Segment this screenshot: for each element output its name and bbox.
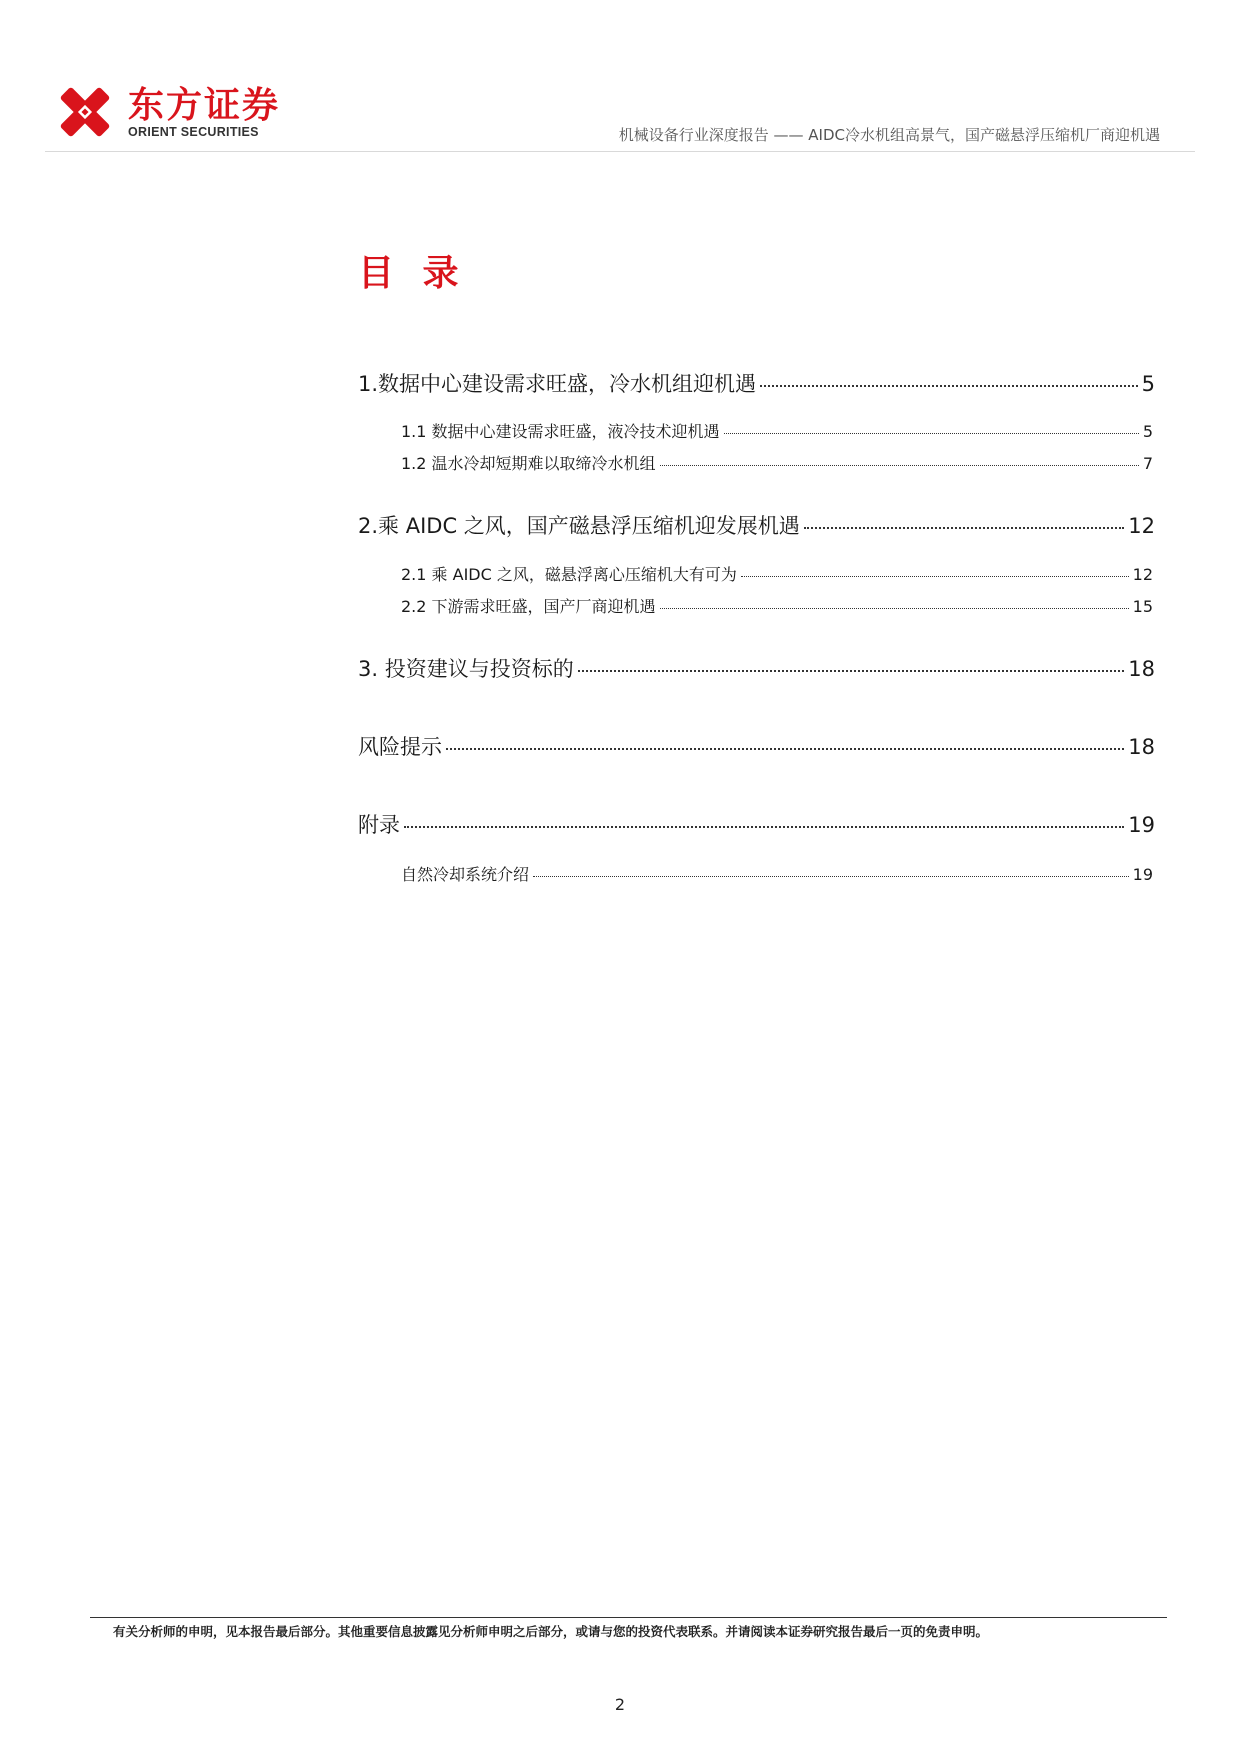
toc-page-number: 19 (1128, 813, 1155, 837)
toc-dot-leader (804, 527, 1124, 529)
toc-dot-leader (446, 748, 1124, 750)
toc-heading: 目 录 (358, 253, 467, 294)
disclaimer-text: 有关分析师的申明，见本报告最后部分。其他重要信息披露见分析师申明之后部分，或请与您的投资代表联系。并请阅读本证券研究报告最后一页的免责申明。 (113, 1624, 989, 1639)
toc-page-number: 12 (1128, 514, 1155, 538)
toc-page-number: 7 (1142, 454, 1153, 473)
toc-entry-text: 3. 投资建议与投资标的 (358, 657, 574, 681)
toc-page-number: 19 (1132, 865, 1153, 884)
toc-entry-2[interactable] (358, 510, 1155, 540)
toc-entry-1[interactable] (358, 368, 1155, 398)
toc-dot-leader (660, 465, 1139, 466)
toc-dot-leader (760, 385, 1138, 387)
toc-entry-2-2[interactable] (401, 594, 1153, 617)
toc-dot-leader (533, 876, 1129, 877)
toc-entry-text: 风险提示 (358, 735, 442, 759)
toc-dot-leader (660, 608, 1129, 609)
toc-dot-leader (741, 576, 1129, 577)
report-title: 机械设备行业深度报告 —— AIDC冷水机组高景气，国产磁悬浮压缩机厂商迎机遇 (618, 126, 1160, 144)
brand-name-cn: 东方证券 (128, 85, 281, 126)
toc-entry-text: 2.1 乘 AIDC 之风，磁悬浮离心压缩机大有可为 (401, 565, 737, 584)
toc-dot-leader (724, 433, 1139, 434)
toc-entry-1-2[interactable] (401, 451, 1153, 474)
toc-entry-appendix[interactable] (358, 809, 1155, 839)
page-number: 2 (614, 1695, 626, 1714)
toc-page-number: 18 (1128, 735, 1155, 759)
toc-entry-appendix-1[interactable] (401, 862, 1153, 885)
toc-entry-text: 1.数据中心建设需求旺盛，冷水机组迎机遇 (358, 372, 757, 396)
toc-entry-text: 2.乘 AIDC 之风，国产磁悬浮压缩机迎发展机遇 (358, 514, 800, 538)
header-divider (45, 151, 1195, 152)
toc-page-number: 5 (1142, 422, 1153, 441)
toc-entry-1-1[interactable] (401, 419, 1153, 442)
orient-securities-logo-icon (55, 82, 115, 142)
toc-entry-risk[interactable] (358, 731, 1155, 761)
toc-entry-text: 附录 (358, 813, 400, 837)
toc-entry-2-1[interactable] (401, 562, 1153, 585)
footer-divider (90, 1617, 1167, 1618)
toc-entry-text: 自然冷却系统介绍 (401, 865, 530, 884)
toc-dot-leader (578, 670, 1125, 672)
toc-page-number: 12 (1132, 565, 1153, 584)
toc-dot-leader (404, 826, 1124, 828)
toc-entry-3[interactable] (358, 653, 1155, 683)
toc-page-number: 18 (1128, 657, 1155, 681)
brand-name-en: ORIENT SECURITIES (128, 125, 259, 139)
toc-entry-text: 1.1 数据中心建设需求旺盛，液冷技术迎机遇 (401, 422, 720, 441)
toc-page-number: 15 (1132, 597, 1153, 616)
toc-entry-text: 1.2 温水冷却短期难以取缔冷水机组 (401, 454, 656, 473)
toc-entry-text: 2.2 下游需求旺盛，国产厂商迎机遇 (401, 597, 656, 616)
toc-page-number: 5 (1141, 372, 1155, 396)
